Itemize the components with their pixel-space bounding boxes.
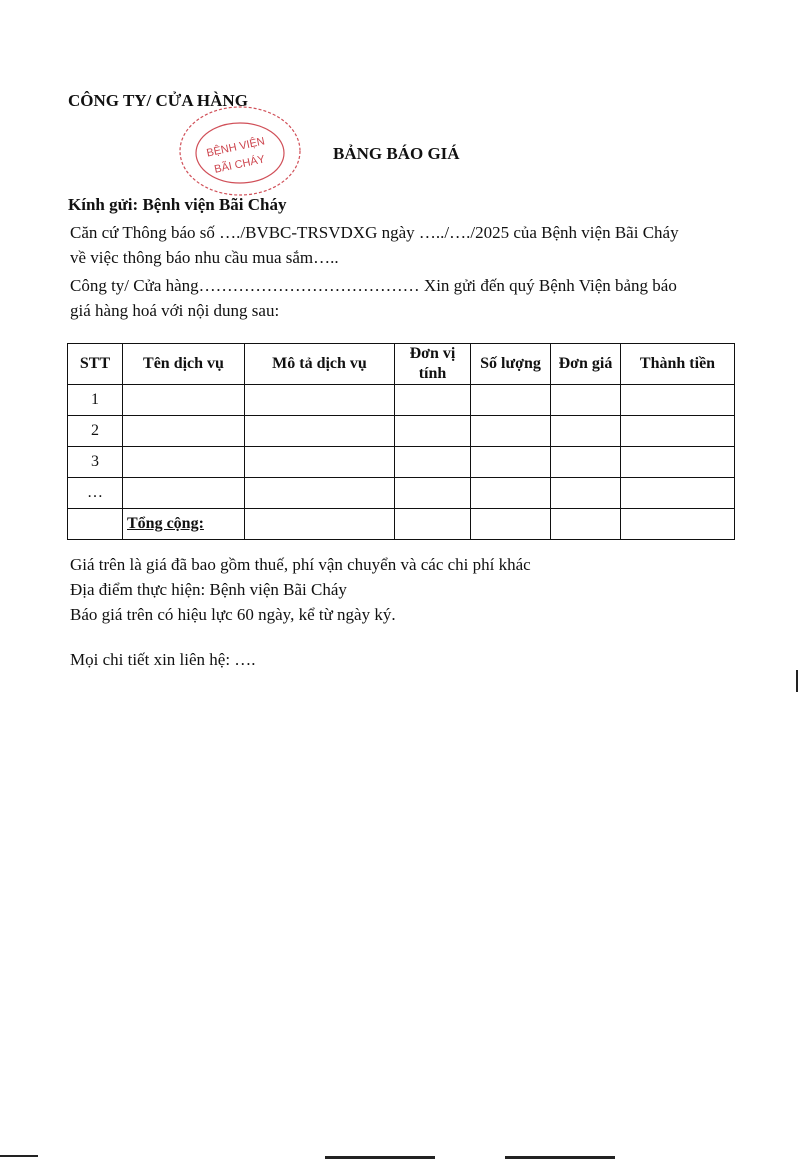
table-cell <box>621 416 735 447</box>
col-header-unit: Đơn vị tính <box>395 344 471 385</box>
document-title: BẢNG BÁO GIÁ <box>333 144 460 163</box>
scan-artifact <box>796 670 798 692</box>
recipient-line: Kính gửi: Bệnh viện Bãi Cháy <box>68 195 287 214</box>
table-cell <box>471 447 551 478</box>
table-cell <box>395 478 471 509</box>
stamp-line-2: BÃI CHÁY <box>213 153 267 176</box>
table-cell <box>551 478 621 509</box>
note-validity: Báo giá trên có hiệu lực 60 ngày, kể từ ngày ký. <box>70 605 396 624</box>
table-cell <box>245 447 395 478</box>
scan-artifact <box>0 1155 38 1157</box>
table-row <box>68 416 735 447</box>
row-number: 3 <box>68 447 123 478</box>
row-number: … <box>68 478 123 509</box>
table-cell <box>395 385 471 416</box>
table-cell <box>471 385 551 416</box>
table-cell <box>471 509 551 540</box>
stamp-line-1: BỆNH VIỆN <box>205 135 266 160</box>
hospital-stamp <box>172 103 304 199</box>
total-label: Tổng cộng: <box>123 509 245 540</box>
col-header-unit-price: Đơn giá <box>551 344 621 385</box>
table-cell <box>395 447 471 478</box>
table-cell <box>123 478 245 509</box>
table-row <box>68 478 735 509</box>
table-cell <box>551 509 621 540</box>
table-cell <box>621 478 735 509</box>
col-header-quantity: Số lượng <box>471 344 551 385</box>
col-header-service-description: Mô tả dịch vụ <box>245 344 395 385</box>
table-cell <box>68 509 123 540</box>
total-row <box>68 509 735 540</box>
table-cell <box>551 447 621 478</box>
row-number: 1 <box>68 385 123 416</box>
contact-line: Mọi chi tiết xin liên hệ: …. <box>70 650 256 669</box>
company-header: CÔNG TY/ CỬA HÀNG <box>68 91 248 110</box>
table-cell <box>551 416 621 447</box>
row-number: 2 <box>68 416 123 447</box>
col-header-stt: STT <box>68 344 123 385</box>
table-cell <box>245 416 395 447</box>
reference-line-2: về việc thông báo nhu cầu mua sắm….. <box>70 248 339 267</box>
table-row <box>68 385 735 416</box>
scan-artifact <box>325 1156 435 1159</box>
table-cell <box>123 416 245 447</box>
note-price-inclusion: Giá trên là giá đã bao gồm thuế, phí vận chuyển và các chi phí khác <box>70 555 531 574</box>
table-cell <box>471 478 551 509</box>
company-intro-line-1: Công ty/ Cửa hàng………………………………… Xin gửi đến quý Bệnh Viện bảng báo <box>70 276 677 295</box>
table-cell <box>395 509 471 540</box>
col-header-amount: Thành tiền <box>621 344 735 385</box>
table-cell <box>123 385 245 416</box>
table-cell <box>245 478 395 509</box>
table-cell <box>621 385 735 416</box>
note-location: Địa điểm thực hiện: Bệnh viện Bãi Cháy <box>70 580 347 599</box>
col-header-service-name: Tên dịch vụ <box>123 344 245 385</box>
company-intro-line-2: giá hàng hoá với nội dung sau: <box>70 301 280 320</box>
table-cell <box>245 385 395 416</box>
table-cell <box>621 447 735 478</box>
table-row <box>68 447 735 478</box>
table-cell <box>471 416 551 447</box>
table-cell <box>123 447 245 478</box>
scan-artifact <box>505 1156 615 1159</box>
table-cell <box>551 385 621 416</box>
reference-line-1: Căn cứ Thông báo số …./BVBC-TRSVDXG ngày …../…./2025 của Bệnh viện Bãi Cháy <box>70 223 679 242</box>
table-cell <box>621 509 735 540</box>
quote-table <box>67 343 735 540</box>
table-cell <box>395 416 471 447</box>
table-header-row <box>68 344 735 385</box>
table-cell <box>245 509 395 540</box>
